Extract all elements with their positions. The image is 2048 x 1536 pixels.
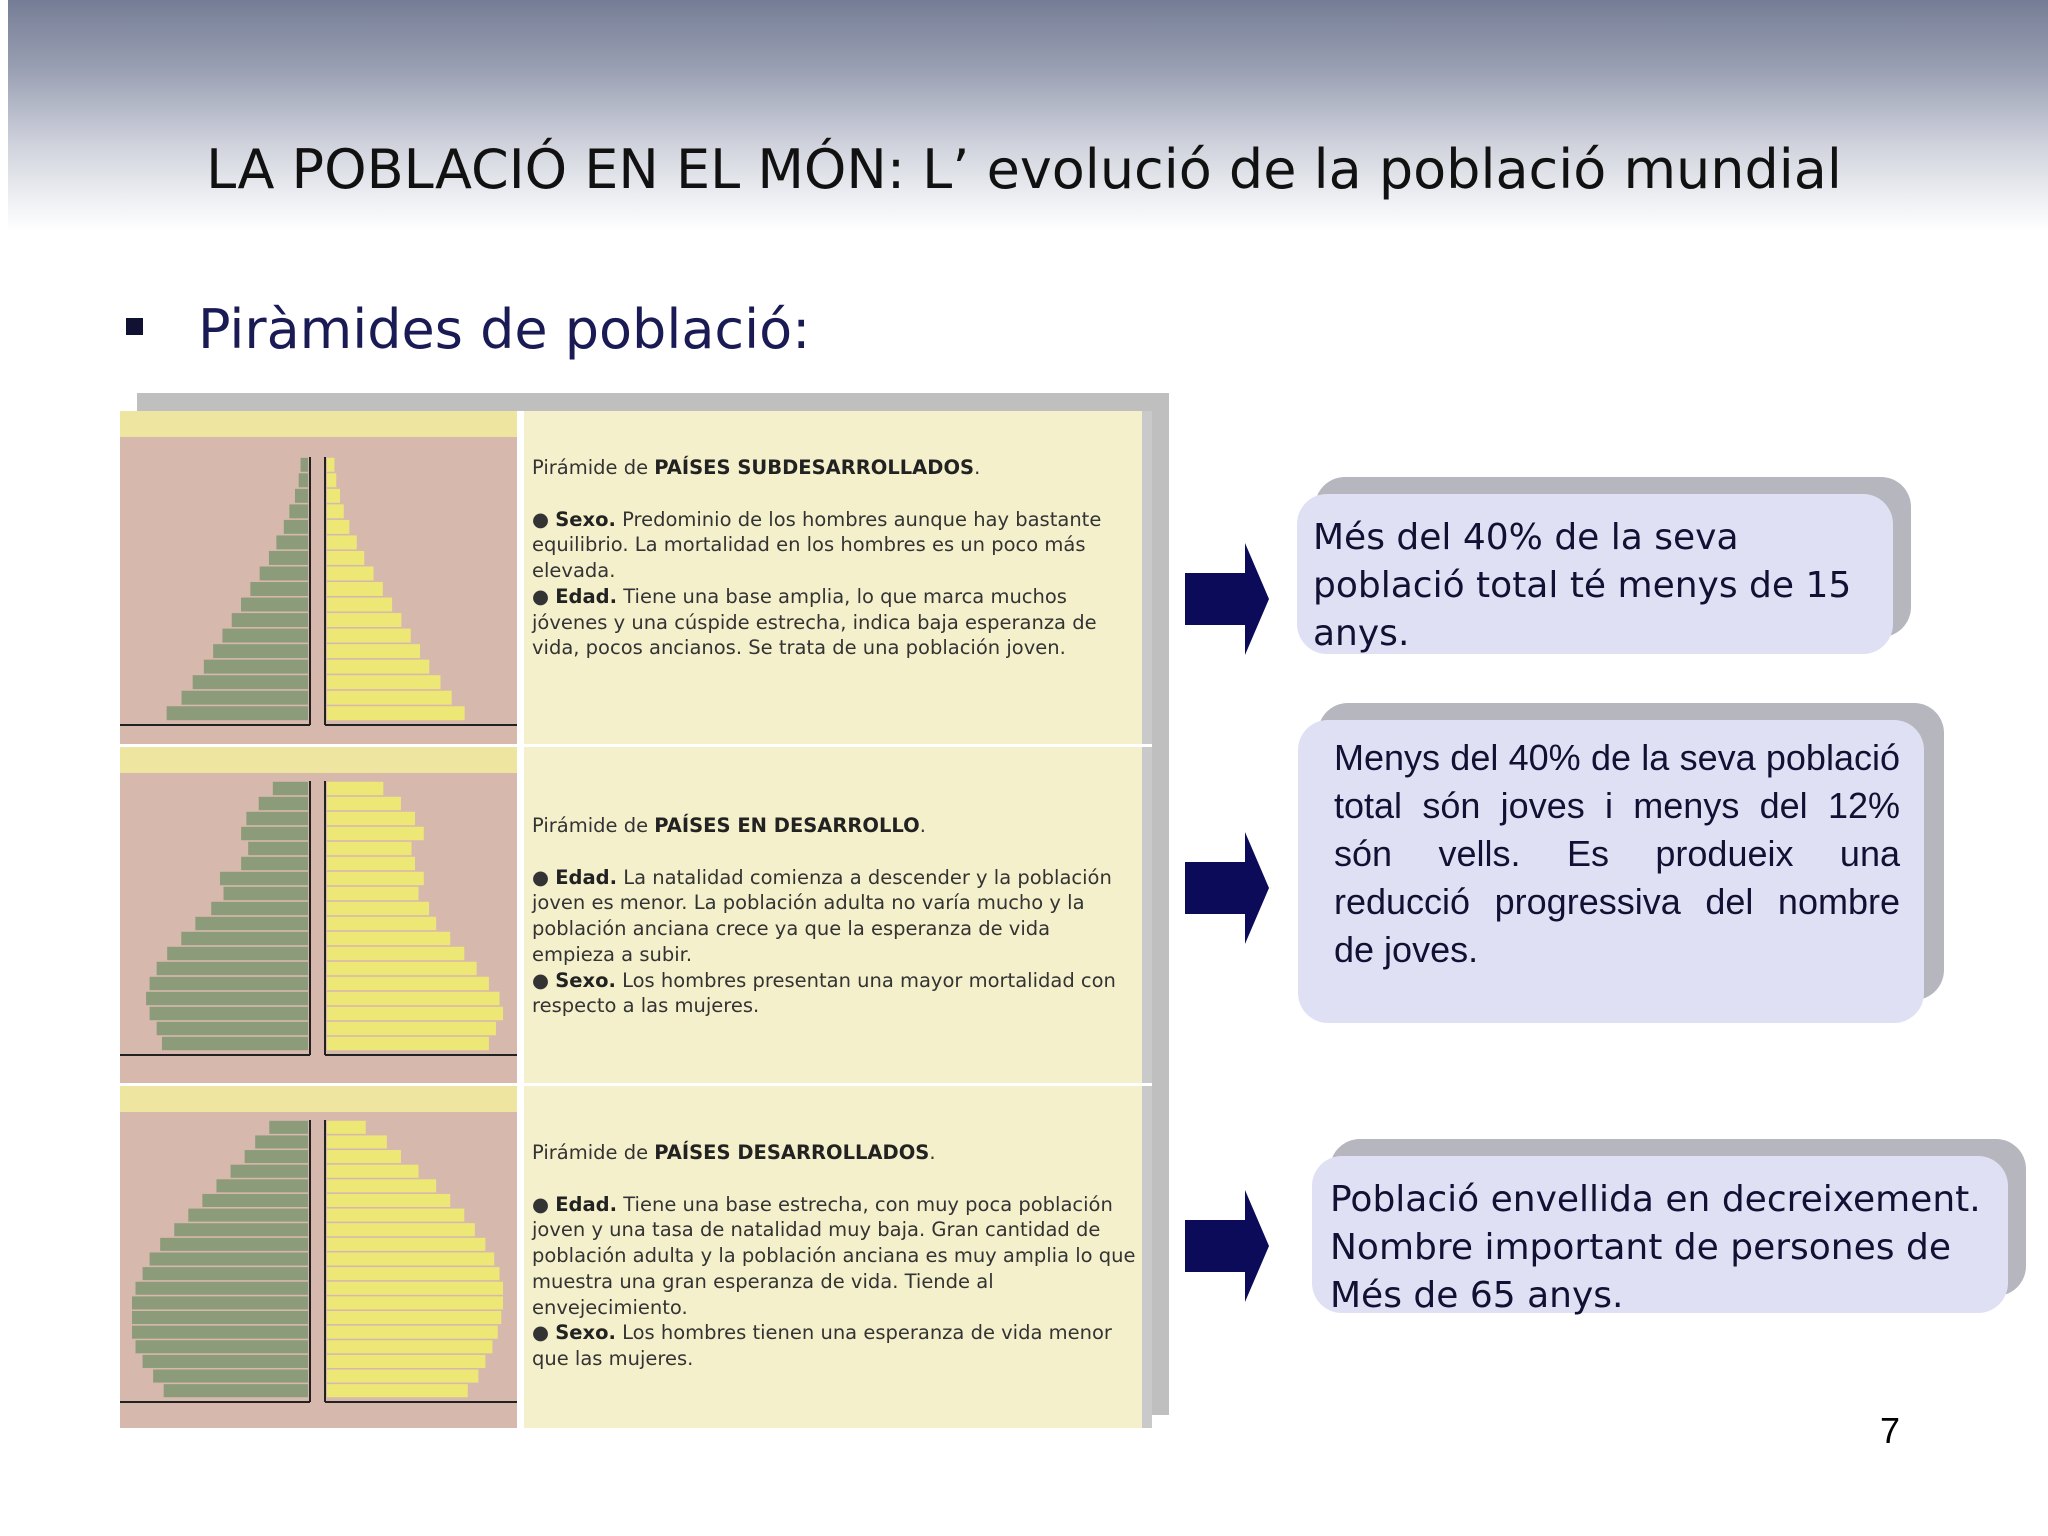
women-bar — [327, 1165, 419, 1178]
women-bar — [327, 1179, 436, 1192]
slide-title: LA POBLACIÓ EN EL MÓN: L’ evolució de la població mundial — [206, 138, 1842, 201]
men-bar — [150, 1252, 308, 1265]
women-bar — [327, 1007, 503, 1020]
women-bar — [327, 535, 357, 549]
women-bar — [327, 1355, 485, 1368]
women-bar — [327, 1282, 503, 1295]
men-bar — [136, 1340, 308, 1353]
men-bar — [241, 598, 308, 612]
women-bar — [327, 598, 392, 612]
page-number: 7 — [1880, 1410, 1901, 1451]
men-bar — [157, 1022, 308, 1035]
pyramid-point: ● Sexo. Los hombres tienen una esperanza de vida menor que las mujeres. — [532, 1321, 1112, 1370]
men-bar — [132, 1311, 308, 1324]
women-bar — [327, 872, 424, 885]
women-bar — [327, 1326, 498, 1339]
men-bar — [202, 1194, 308, 1207]
arrow-right-icon — [1185, 543, 1269, 655]
men-bar — [276, 535, 308, 549]
men-bar — [241, 827, 308, 840]
men-bar — [299, 473, 308, 487]
pyramids-panel — [120, 411, 1152, 1428]
women-bar — [327, 977, 489, 990]
callout-developing: Menys del 40% de la seva població total són joves i menys del 12% són vells. Es produeix una reducció progressiva del nombre de joves. — [1298, 720, 1924, 1023]
pyramid-row-underdeveloped — [120, 411, 1152, 744]
women-bar — [327, 660, 429, 674]
women-bar — [327, 644, 420, 658]
men-bar — [269, 1121, 308, 1134]
women-bar — [327, 827, 424, 840]
men-bar — [204, 660, 308, 674]
women-bar — [327, 458, 334, 472]
men-bar — [273, 782, 308, 795]
men-bar — [181, 932, 308, 945]
women-bar — [327, 520, 349, 534]
men-bar — [153, 1370, 308, 1383]
women-bar — [327, 675, 440, 689]
women-bar — [327, 489, 340, 503]
women-bar — [327, 1384, 468, 1397]
women-bar — [327, 706, 465, 720]
women-bar — [327, 1209, 464, 1222]
pyramid-description-cell — [524, 1086, 1152, 1428]
pyramid-description-cell — [524, 411, 1152, 744]
men-bar — [289, 504, 308, 518]
pyramid-point: ● Edad. Tiene una base amplia, lo que marca muchos jóvenes y una cúspide estrecha, indica baja esperanza de vida, pocos ancianos. Se trata de una población joven. — [532, 584, 1097, 660]
women-bar — [327, 1150, 401, 1163]
pyramid-description-cell — [524, 747, 1152, 1083]
women-bar — [327, 582, 383, 596]
women-bar — [327, 551, 364, 565]
men-bar — [132, 1296, 308, 1309]
men-bar — [241, 857, 308, 870]
women-bar — [327, 1037, 489, 1050]
women-bar — [327, 504, 344, 518]
women-bar — [327, 473, 336, 487]
women-bar — [327, 917, 436, 930]
pyramid-point: ● Edad. Tiene una base estrecha, con muy poca población joven y una tasa de natalidad muy baja. Gran cantidad de población adulta y la población anciana es muy amplia lo que muestra una gran esperanza de vida. Tiende al envejecimiento. — [532, 1192, 1136, 1319]
men-bar — [195, 917, 308, 930]
pyramid-chart-developed — [120, 1112, 517, 1428]
women-bar — [327, 567, 374, 581]
pyramid-point: ● Edad. La natalidad comienza a descender y la población joven es menor. La población adulta no varía mucho y la población anciana crece ya que la esperanza de vida empieza a subir. — [532, 865, 1112, 966]
women-bar — [327, 1252, 494, 1265]
callout-developed: Població envellida en decreixement. Nombre important de persones de Més de 65 anys. — [1312, 1156, 2008, 1313]
women-bar — [327, 1194, 450, 1207]
pyramid-chart-cell — [120, 1086, 517, 1428]
pyramid-heading: Pirámide de PAÍSES EN DESARROLLO. — [532, 814, 926, 837]
women-bar — [327, 932, 450, 945]
men-bar — [246, 812, 308, 825]
women-bar — [327, 1340, 492, 1353]
arrow-right-icon — [1185, 1190, 1269, 1302]
pyramid-chart-developing — [120, 773, 517, 1083]
women-bar — [327, 782, 383, 795]
women-bar — [327, 887, 419, 900]
pyramid-chart-cell — [120, 411, 517, 744]
pyramid-point: ● Sexo. Predominio de los hombres aunque hay bastante equilibrio. La mortalidad en los hombres es un poco más elevada. — [532, 507, 1102, 583]
men-bar — [232, 613, 308, 627]
men-bar — [269, 551, 308, 565]
pyramid-row-developed — [120, 1086, 1152, 1428]
men-bar — [167, 947, 308, 960]
women-bar — [327, 797, 401, 810]
women-bar — [327, 1135, 387, 1148]
men-bar — [245, 1150, 308, 1163]
women-bar — [327, 947, 464, 960]
men-bar — [132, 1326, 308, 1339]
men-bar — [164, 1384, 308, 1397]
pyramid-row-developing — [120, 747, 1152, 1083]
men-bar — [136, 1282, 308, 1295]
women-bar — [327, 613, 401, 627]
women-bar — [327, 1223, 475, 1236]
men-bar — [143, 1267, 308, 1280]
men-bar — [150, 1007, 308, 1020]
men-bar — [222, 629, 308, 643]
women-bar — [327, 691, 452, 705]
pyramid-heading: Pirámide de PAÍSES DESARROLLADOS. — [532, 1141, 936, 1164]
men-bar — [231, 1165, 308, 1178]
women-bar — [327, 1121, 366, 1134]
men-bar — [167, 706, 308, 720]
men-bar — [150, 977, 308, 990]
women-bar — [327, 629, 411, 643]
men-bar — [160, 1238, 308, 1251]
women-bar — [327, 1311, 501, 1324]
men-bar — [255, 1135, 308, 1148]
men-bar — [182, 691, 308, 705]
women-bar — [327, 992, 499, 1005]
women-bar — [327, 857, 415, 870]
women-bar — [327, 812, 415, 825]
men-bar — [248, 842, 308, 855]
men-bar — [174, 1223, 308, 1236]
pyramid-chart-underdeveloped — [120, 437, 517, 744]
bullet-icon — [126, 318, 143, 335]
women-bar — [327, 842, 411, 855]
men-bar — [213, 644, 308, 658]
men-bar — [188, 1209, 308, 1222]
men-bar — [295, 489, 308, 503]
arrow-right-icon — [1185, 832, 1269, 944]
men-bar — [260, 567, 308, 581]
section-subtitle: Piràmides de població: — [198, 298, 811, 361]
pyramid-description — [532, 1140, 1138, 1372]
women-bar — [327, 1238, 485, 1251]
men-bar — [211, 902, 308, 915]
men-bar — [224, 887, 308, 900]
men-bar — [193, 675, 308, 689]
pyramid-heading: Pirámide de PAÍSES SUBDESARROLLADOS. — [532, 456, 981, 479]
men-bar — [143, 1355, 308, 1368]
men-bar — [157, 962, 308, 975]
men-bar — [220, 872, 308, 885]
men-bar — [259, 797, 308, 810]
pyramid-description — [532, 455, 1138, 661]
pyramid-description — [532, 813, 1138, 1019]
women-bar — [327, 902, 429, 915]
pyramid-chart-cell — [120, 747, 517, 1083]
men-bar — [284, 520, 308, 534]
men-bar — [250, 582, 308, 596]
women-bar — [327, 1296, 503, 1309]
men-bar — [301, 458, 308, 472]
pyramid-point: ● Sexo. Los hombres presentan una mayor mortalidad con respecto a las mujeres. — [532, 968, 1116, 1018]
men-bar — [146, 992, 308, 1005]
women-bar — [327, 1022, 496, 1035]
men-bar — [216, 1179, 308, 1192]
women-bar — [327, 962, 477, 975]
women-bar — [327, 1267, 499, 1280]
women-bar — [327, 1370, 478, 1383]
men-bar — [162, 1037, 308, 1050]
callout-underdeveloped: Més del 40% de la seva població total té menys de 15 anys. — [1297, 494, 1893, 654]
